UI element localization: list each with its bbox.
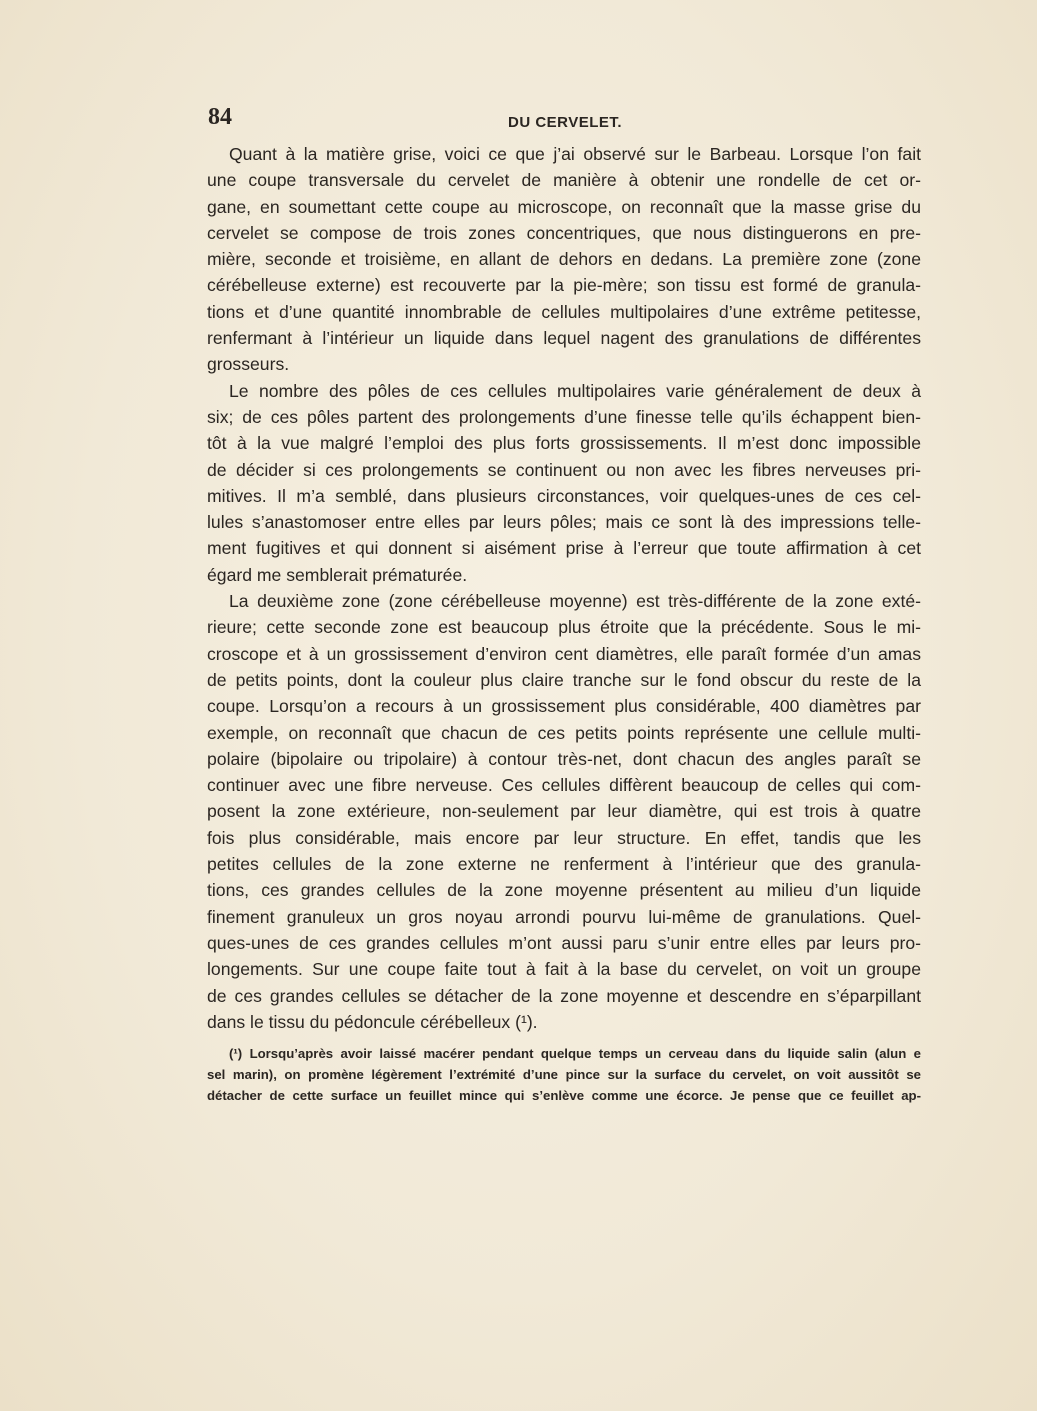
footnote-line: détacher de cette surface un feuillet mince qui s’enlève comme une écorce. Je pense que ce feuillet ap-	[207, 1087, 921, 1103]
text-line: lules s’anastomoser entre elles par leurs pôles; mais ce sont là des impressions telle-	[207, 512, 921, 533]
text-line: de ces grandes cellules se détacher de la zone moyenne et descendre en s’éparpillant	[207, 985, 921, 1006]
text-line: finement granuleux un gros noyau arrondi pourvu lui-même de granulations. Quel-	[207, 906, 921, 927]
text-line: croscope et à un grossissement d’environ cent diamètres, elle paraît formée d’un amas	[207, 643, 921, 664]
running-head	[208, 104, 928, 140]
text-line: tions et d’une quantité innombrable de cellules multipolaires d’une extrême petitesse,	[207, 301, 921, 322]
text-line: ment fugitives et qui donnent si aisément prise à l’erreur que toute affirmation à cet	[207, 538, 921, 559]
text-line: cérébelleuse externe) est recouverte par la pie-mère; son tissu est formé de granula-	[207, 275, 921, 296]
text-line: ques-unes de ces grandes cellules m’ont aussi paru s’unir entre elles par leurs pro-	[207, 932, 921, 953]
text-line: continuer avec une fibre nerveuse. Ces cellules diffèrent beaucoup de celles qui com-	[207, 775, 921, 796]
text-line: coupe. Lorsqu’on a recours à un grossissement plus considérable, 400 diamètres par	[207, 696, 921, 717]
page-number: 84	[208, 104, 232, 130]
footnote-line: (¹) Lorsqu’après avoir laissé macérer pendant quelque temps un cerveau dans du liquide salin (alun e	[229, 1046, 921, 1061]
text-line: de petits points, dont la couleur plus claire tranche sur le fond obscur du reste de la	[207, 669, 921, 690]
text-line: polaire (bipolaire ou tripolaire) à contour très-net, dont chacun des angles paraît se	[207, 748, 921, 769]
text-line: mitives. Il m’a semblé, dans plusieurs circonstances, voir quelques-unes de ces cel-	[207, 485, 921, 506]
text-line: La deuxième zone (zone cérébelleuse moyenne) est très-différente de la zone exté-	[229, 591, 921, 612]
text-line: dans le tissu du pédoncule cérébelleux (¹).	[207, 1011, 538, 1032]
text-line: Le nombre des pôles de ces cellules multipolaires varie généralement de deux à	[229, 380, 921, 401]
text-line: fois plus considérable, mais encore par leur structure. En effet, tandis que les	[207, 827, 921, 848]
header-title: DU CERVELET.	[508, 114, 623, 131]
text-line: tôt à la vue malgré l’emploi des plus forts grossissements. Il m’est donc impossible	[207, 433, 921, 454]
body-text	[207, 141, 921, 1035]
text-line: de décider si ces prolongements se continuent ou non avec les fibres nerveuses pri-	[207, 459, 921, 480]
footnote-line: sel marin), on promène légèrement l’extrémité d’une pince sur la surface du cervelet, on voit aussitôt se	[207, 1066, 921, 1082]
text-line: Quant à la matière grise, voici ce que j’ai observé sur le Barbeau. Lorsque l’on fait	[229, 144, 921, 164]
text-line: posent la zone extérieure, non-seulement par leur diamètre, qui est trois à quatre	[207, 801, 921, 822]
text-line: mière, seconde et troisième, en allant de dehors en dedans. La première zone (zone	[207, 249, 921, 270]
footnote	[207, 1044, 921, 1106]
text-line: grosseurs.	[207, 354, 290, 375]
text-line: six; de ces pôles partent des prolongements d’une finesse telle qu’ils échappent bien-	[207, 406, 921, 427]
text-line: égard me semblerait prématurée.	[207, 564, 468, 585]
text-line: rieure; cette seconde zone est beaucoup plus étroite que la précédente. Sous le mi-	[207, 617, 921, 638]
text-line: petites cellules de la zone externe ne renferment à l’intérieur que des granula-	[207, 854, 921, 875]
text-line: renfermant à l’intérieur un liquide dans lequel nagent des granulations de différentes	[207, 328, 921, 349]
text-line: une coupe transversale du cervelet de manière à obtenir une rondelle de cet or-	[207, 170, 921, 191]
text-line: gane, en soumettant cette coupe au microscope, on reconnaît que la masse grise du	[207, 196, 921, 217]
text-line: exemple, on reconnaît que chacun de ces petits points représente une cellule multi-	[207, 722, 921, 743]
text-line: longements. Sur une coupe faite tout à fait à la base du cervelet, on voit un groupe	[207, 959, 921, 980]
text-line: cervelet se compose de trois zones concentriques, que nous distinguerons en pre-	[207, 222, 921, 243]
text-line: tions, ces grandes cellules de la zone moyenne présentent au milieu d’un liquide	[207, 880, 921, 901]
